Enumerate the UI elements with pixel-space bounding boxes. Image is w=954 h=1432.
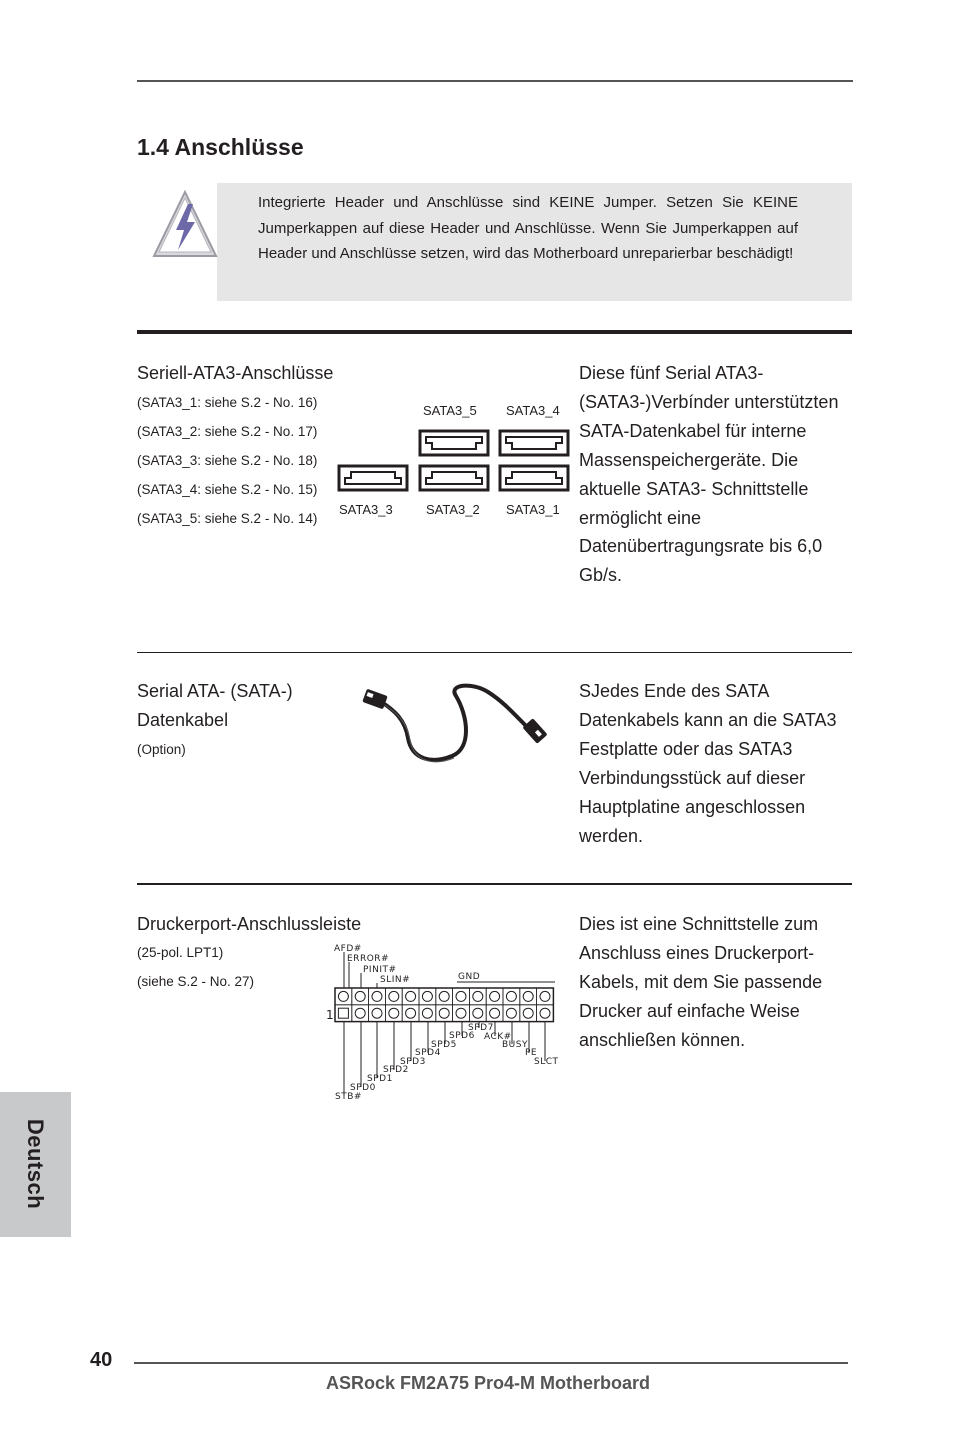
pin [506,991,516,1001]
pin [389,991,399,1001]
sata-description: Diese fünf Serial ATA3-(SATA3-)Verbínder unterstützten SATA-Datenkabel für interne Massenspeichergeräte. Die aktuelle SATA3- Schnittstelle ermöglicht eine Datenübertragungsrate bis 6,0 Gb/s. [579,363,839,586]
pin [406,1008,416,1018]
pin [523,991,533,1001]
pin-cell [385,1005,402,1022]
cable-title: Datenkabel [137,710,229,730]
pin [490,1008,500,1018]
pin-label: SLIN# [380,975,411,985]
pin-label: SPD3 [400,1057,426,1067]
sata-title: Seriell-ATA3-Anschlüsse [137,363,334,383]
printer-ref: (siehe S.2 - No. 27) [137,974,255,989]
pin-label: ERROR# [347,954,390,964]
pin-label: SPD1 [367,1074,393,1084]
pin-cell [537,1005,554,1022]
pin-label: SPD2 [383,1065,409,1075]
warning-lightning-icon [150,184,220,260]
pin [372,1008,382,1018]
pin-one-square [338,1008,348,1018]
pin [422,991,432,1001]
pin-label: PINIT# [363,965,397,975]
language-label: Deutsch [23,1118,48,1210]
pin-cell [369,988,386,1005]
pin-label: GND [458,972,481,982]
pin [355,991,365,1001]
pin-cell [537,988,554,1005]
section-divider [137,652,852,653]
sata-connectors-diagram [336,428,572,494]
pin [473,1008,483,1018]
pin-cell [469,1005,486,1022]
pin [523,1008,533,1018]
pin-label: SPD4 [415,1048,441,1058]
printer-ref: (25-pol. LPT1) [137,945,224,960]
pin-cell [453,988,470,1005]
pin-label: SPD7 [468,1023,494,1033]
section-divider [137,330,852,334]
sata-ref: (SATA3_5: siehe S.2 - No. 14) [137,511,318,526]
pin-cell [419,988,436,1005]
pin-label: BUSY [502,1040,528,1050]
section-divider [137,883,852,885]
pin-label: PE [525,1048,538,1058]
pin-cell [520,988,537,1005]
pin-label: SPD6 [449,1031,475,1041]
sata-port-5 [420,431,488,455]
section-title: 1.4 Anschlüsse [137,134,304,160]
sata-port-label: SATA3_3 [339,502,393,517]
header-rule [137,80,853,82]
sata-port-4 [500,431,568,455]
pin-cell [503,1005,520,1022]
pin-label: SLCT [534,1057,559,1067]
pin [473,991,483,1001]
pin-cell [419,1005,436,1022]
sata-ref: (SATA3_4: siehe S.2 - No. 15) [137,482,318,497]
sata-port-2 [420,466,488,490]
printer-description: Dies ist eine Schnittstelle zum Anschluss eines Druckerport-Kabels, mit dem Sie passende Drucker auf einfache Weise anschließen können. [579,914,823,1050]
pin-label: SPD5 [431,1040,457,1050]
pin-label: STB# [335,1092,362,1102]
sata-ref: (SATA3_2: siehe S.2 - No. 17) [137,424,318,439]
pin [456,991,466,1001]
pin [490,991,500,1001]
sata-port-label: SATA3_1 [506,502,560,517]
pin-cell [402,1005,419,1022]
pin-one-marker: 1 [326,1008,335,1022]
printer-title: Druckerport-Anschlussleiste [137,914,362,934]
pin-cell [352,988,369,1005]
pin [540,991,550,1001]
sata-port-label: SATA3_5 [423,403,477,418]
pin [506,1008,516,1018]
cable-note: (Option) [137,742,186,757]
sata-port-3 [339,466,407,490]
page-number: 40 [90,1349,113,1371]
pin-cell [369,1005,386,1022]
pin-cell [335,1005,352,1022]
cable-title: Serial ATA- (SATA-) [137,681,293,701]
pin [389,1008,399,1018]
sata-ref: (SATA3_1: siehe S.2 - No. 16) [137,395,318,410]
pin-cell [402,988,419,1005]
cable-description: SJedes Ende des SATA Datenkabels kann an die SATA3 Festplatte oder das SATA3 Verbindungsstück auf dieser Hauptplatine angeschlossen werden. [579,681,837,846]
pin [439,1008,449,1018]
pin [372,991,382,1001]
pin-cell [335,988,352,1005]
footer-title: ASRock FM2A75 Pro4-M Motherboard [326,1373,651,1393]
pin-cell [436,1005,453,1022]
pin-cell [520,1005,537,1022]
pin-cell [486,988,503,1005]
pin-cell [503,988,520,1005]
pin-cell [352,1005,369,1022]
pin [406,991,416,1001]
pin-label: SPD0 [350,1083,376,1093]
pin [422,1008,432,1018]
pin [338,991,348,1001]
pin [439,991,449,1001]
sata-cable-image [360,680,550,766]
footer-rule [134,1362,848,1364]
pin [355,1008,365,1018]
pin-cell [436,988,453,1005]
pin-cell [453,1005,470,1022]
warning-text: Integrierte Header und Anschlüsse sind KEINE Jumper. Setzen Sie KEINE Jumperkappen auf diese Header und Anschlüsse. Wenn Sie Jumperkappen auf Header und Anschlüsse setzen, wird das Motherboard unreparierbar beschädigt! [258,194,798,262]
pin-cell [469,988,486,1005]
pin-cell [385,988,402,1005]
pin [540,1008,550,1018]
sata-port-label: SATA3_2 [426,502,480,517]
pin-cell [486,1005,503,1022]
pin-label: ACK# [484,1032,512,1042]
printer-header-diagram [325,940,565,1102]
pin [456,1008,466,1018]
language-side-tab [0,1092,71,1237]
sata-port-1 [500,466,568,490]
sata-port-label: SATA3_4 [506,403,560,418]
pin-label: AFD# [334,944,362,954]
sata-ref: (SATA3_3: siehe S.2 - No. 18) [137,453,318,468]
